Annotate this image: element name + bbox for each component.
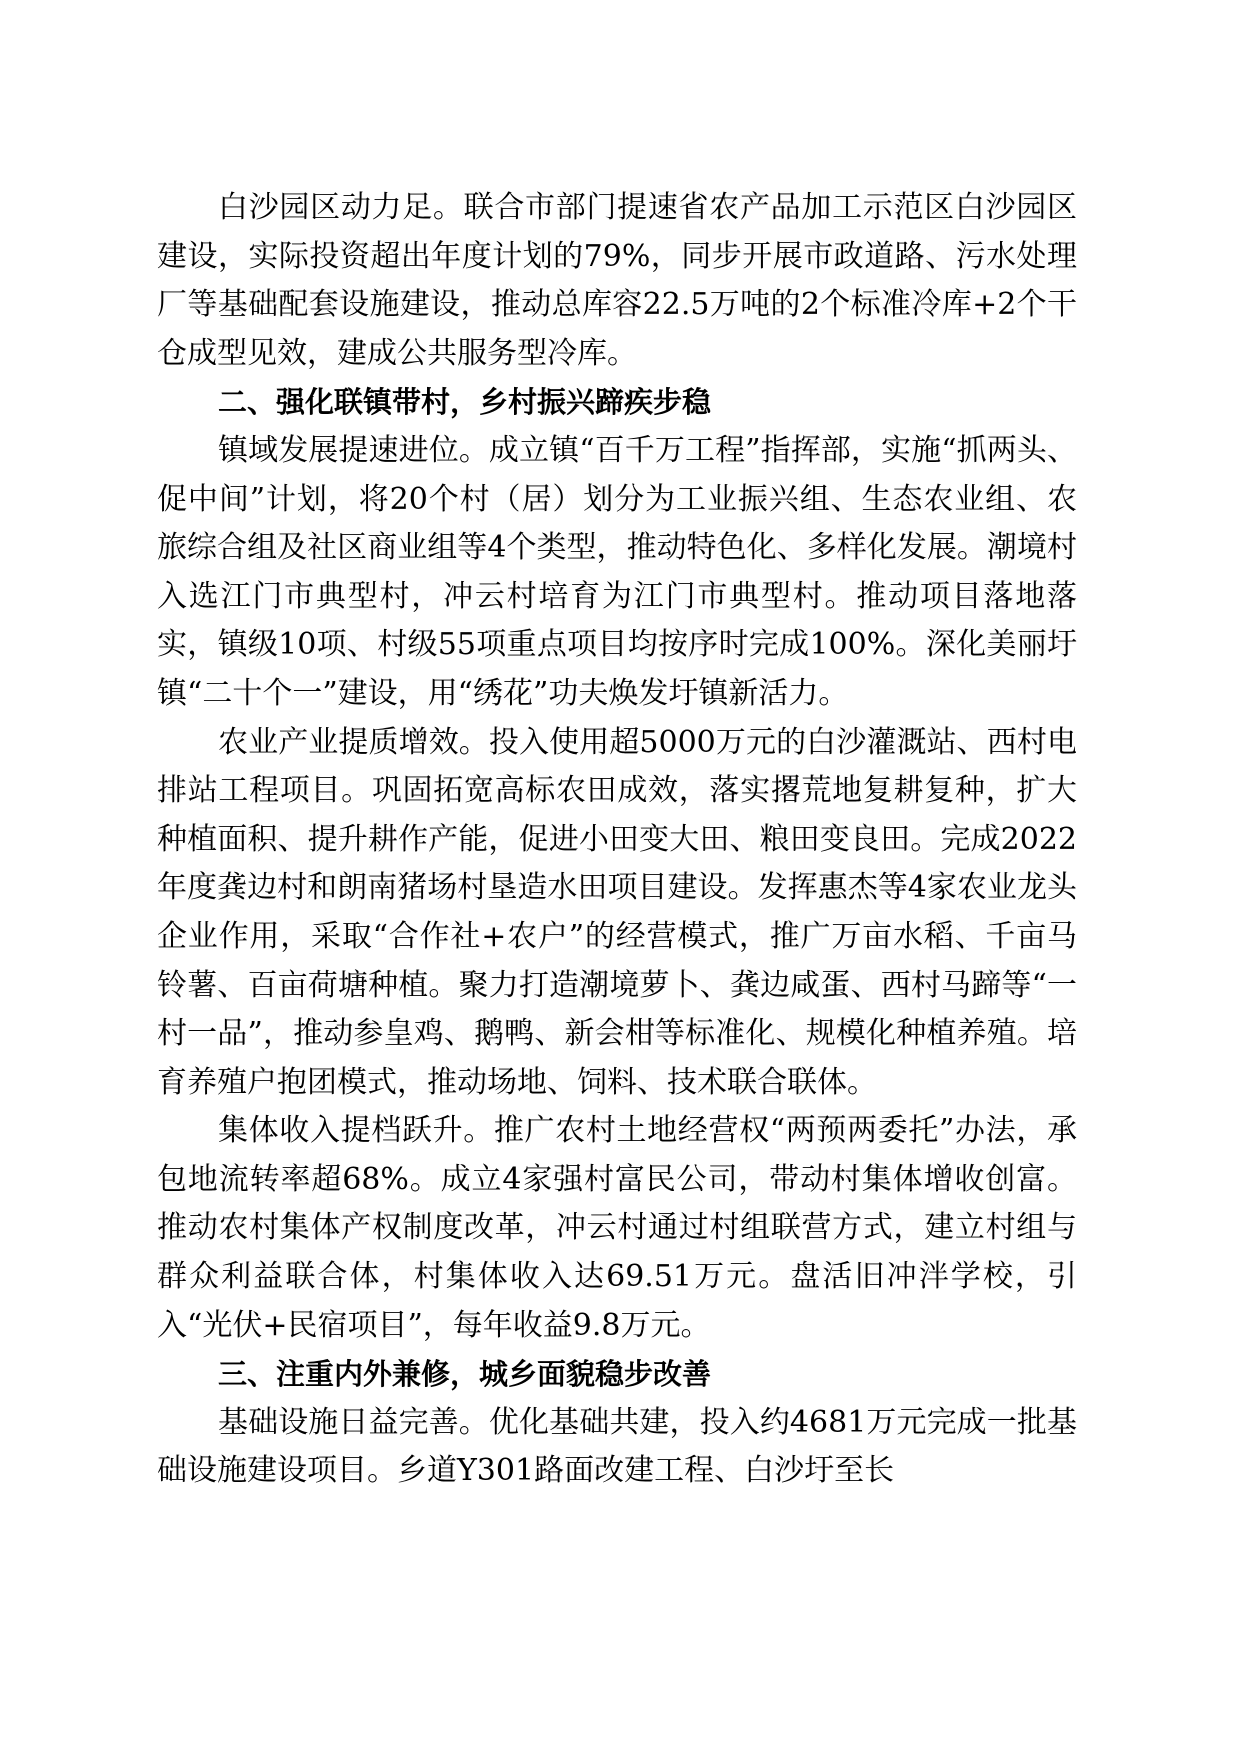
- paragraph-town-development: 镇域发展提速进位。成立镇“百千万工程”指挥部，实施“抓两头、促中间”计划，将20个村（居）划分为工业振兴组、生态农业组、农旅综合组及社区商业组等4个类型，推动特色化、多样化发展。潮境村入选江门市典型村，冲云村培育为江门市典型村。推动项目落地落实，镇级10项、村级55项重点项目均按序时完成100%。深化美丽圩镇“二十个一”建设，用“绣花”功夫焕发圩镇新活力。: [157, 432, 1077, 711]
- document-body: [157, 184, 1077, 1496]
- section-heading-urban-rural: 三、注重内外兼修，城乡面貌稳步改善: [218, 1357, 712, 1392]
- paragraph-infrastructure: 基础设施日益完善。优化基础共建，投入约4681万元完成一批基础设施建设项目。乡道Y301路面改建工程、白沙圩至长: [157, 1404, 1077, 1489]
- paragraph-baisha-park: 白沙园区动力足。联合市部门提速省农产品加工示范区白沙园区建设，实际投资超出年度计划的79%，同步开展市政道路、污水处理厂等基础配套设施建设，推动总库容22.5万吨的2个标准冷库+2个干仓成型见效，建成公共服务型冷库。: [157, 190, 1077, 371]
- paragraph-collective-income: 集体收入提档跃升。推广农村土地经营权“两预两委托”办法，承包地流转率超68%。成立4家强村富民公司，带动村集体增收创富。推动农村集体产权制度改革，冲云村通过村组联营方式，建立村组与群众利益联合体，村集体收入达69.51万元。盘活旧冲泮学校，引入“光伏+民宿项目”，每年收益9.8万元。: [157, 1113, 1077, 1343]
- paragraph-agriculture: 农业产业提质增效。投入使用超5000万元的白沙灌溉站、西村电排站工程项目。巩固拓宽高标农田成效，落实撂荒地复耕复种，扩大种植面积、提升耕作产能，促进小田变大田、粮田变良田。完成2022年度龚边村和朗南猪场村垦造水田项目建设。发挥惠杰等4家农业龙头企业作用，采取“合作社+农户”的经营模式，推广万亩水稻、千亩马铃薯、百亩荷塘种植。聚力打造潮境萝卜、龚边咸蛋、西村马蹄等“一村一品”，推动参皇鸡、鹅鸭、新会柑等标准化、规模化种植养殖。培育养殖户抱团模式，推动场地、饲料、技术联合联体。: [157, 724, 1077, 1100]
- section-heading-rural-revitalization: 二、强化联镇带村，乡村振兴蹄疾步稳: [218, 385, 712, 420]
